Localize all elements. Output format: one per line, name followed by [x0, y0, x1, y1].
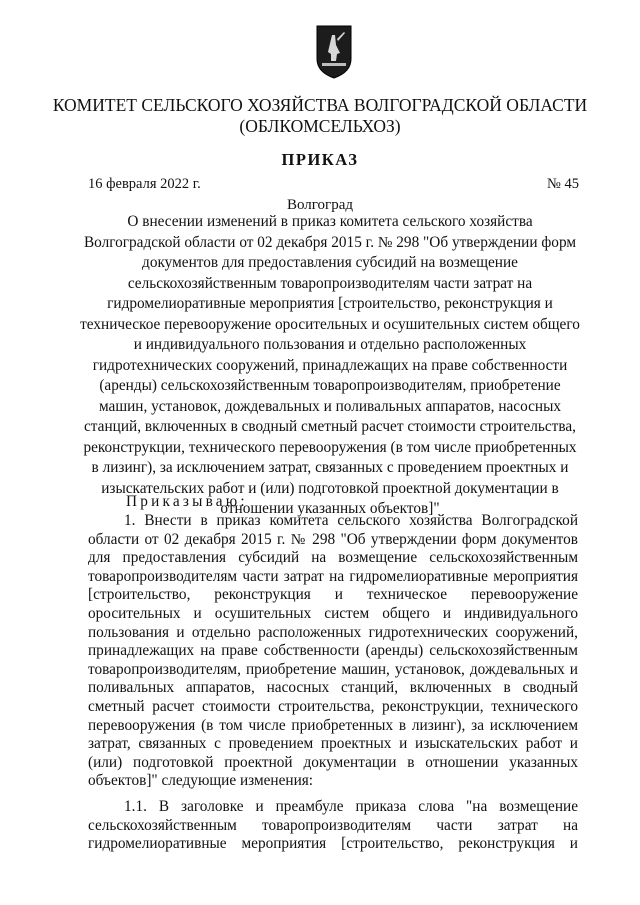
emblem: [316, 25, 352, 79]
order-word: Приказываю:: [126, 493, 248, 510]
paragraph-1: 1. Внести в приказ комитета сельского хозяйства Волгоградской области от 02 декабря 2015 г. № 298 "Об утверждении форм документов для предоставления субсидий на возмещение сельскохозяйственным товаропроизводителям части затрат на гидромелиоративные мероприятия [строительство, реконструкция и техническое перевооружение оросительных и осушительных систем общего и индивидуального пользования и отдельно расположенных гидротехнических сооружений, принадлежащих на праве собственности (аренды) сельскохозяйственным товаропроизводителям, приобретение машин, установок, дождевальных и поливальных аппаратов, насосных станций, включенных в сводный сметный расчет стоимости строительства, реконструкции, технического перевооружения (в том числе приобретенных в лизинг), за исключением затрат, связанных с проведением проектных и изыскательских работ и (или) подготовкой проектной документации в отношении указанных объектов]" следующие изменения:: [88, 512, 578, 790]
document-date: 16 февраля 2022 г.: [88, 176, 201, 192]
document-subject: О внесении изменений в приказ комитета сельского хозяйства Волгоградской области от 02 декабря 2015 г. № 298 "Об утверждении форм документов для предоставления субсидий на возмещение сельскохозяйственным товаропроизводителям части затрат на гидромелиоративные мероприятия [строительство, реконструкция и техническое перевооружение оросительных и осушительных систем общего и индивидуального пользования и отдельно расположенных гидротехнических сооружений, принадлежащих на праве собственности (аренды) сельскохозяйственным товаропроизводителям, приобретение машин, установок, дождевальных и поливальных аппаратов, насосных станций, включенных в сводный сметный расчет стоимости строительства, реконструкции, технического перевооружения (в том числе приобретенных в лизинг), за исключением затрат, связанных с проведением проектных и изыскательских работ и (или) подготовкой проектной документации в отношении указанных объектов]": [80, 213, 580, 517]
org-name: КОМИТЕТ СЕЛЬСКОГО ХОЗЯЙСТВА ВОЛГОГРАДСКОЙ ОБЛАСТИ: [52, 95, 588, 115]
document-city: Волгоград: [286, 197, 353, 213]
document-number: № 45: [547, 176, 579, 192]
org-short-name: (ОБЛКОМСЕЛЬХОЗ): [239, 116, 401, 136]
paragraph-1-1: 1.1. В заголовке и преамбуле приказа слова "на возмещение сельскохозяйственным товаропроизводителям части затрат на гидромелиоративные мероприятия [строительство, реконструкция и: [88, 798, 578, 853]
document-title: ПРИКАЗ: [281, 150, 359, 169]
volgograd-coat-of-arms-icon: [316, 25, 352, 79]
